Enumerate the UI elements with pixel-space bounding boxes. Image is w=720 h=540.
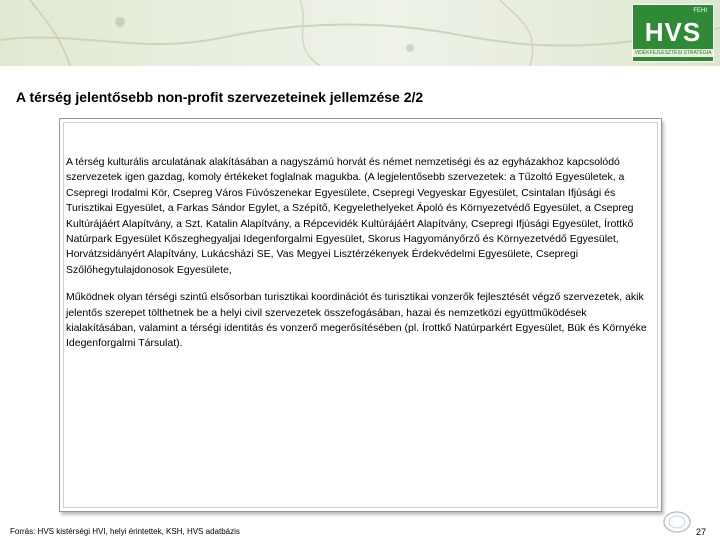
source-footer: Forrás: HVS kistérségi HVI, helyi érintettek, KSH, HVS adatbázis <box>10 527 240 536</box>
map-header-banner <box>0 0 720 66</box>
page-title: A térség jelentősebb non-profit szervezeteinek jellemzése 2/2 <box>16 89 424 105</box>
hvs-logo <box>632 4 714 62</box>
logo-subtitle: VIDÉKFEJLESZTÉSI STRATÉGIA <box>634 50 712 56</box>
page-number: 27 <box>696 527 707 537</box>
logo-top-text: FEHI <box>693 8 707 14</box>
paragraph-2: Működnek olyan térségi szintű elsősorban turisztikai koordinációt és turisztikai vonzerők fejlesztését végző szervezetek, akik jelentős szerepet tölthetnek be a helyi civil szervezetek összefogásában, hazai és nemzetközi együttműködések kialakításában, valamint a térségi identitás és vonzerő megerősítésében (pl. Írottkő Natúrparkért Egyesület, Bük és Környéke Idegenforgalmi Társulat). <box>66 291 647 350</box>
paragraph-1: A térség kulturális arculatának alakításában a nagyszámú horvát és német nemzetiségi és az egyházakhoz kapcsolódó szervezetek igen gazdag, komoly értékeket foglalnak magukba. (A legjelentősebb szervezetek: a Tűzoltó Egyesületek, a Csepregi Irodalmi Kör, Csepreg Város Fúvószenekar Egyesülete, Csepregi Vegyeskar Egyesület, Csintalan Ifjúsági és Turisztikai Egyesület, a Farkas Sándor Egylet, a Szépítő, Kegyelethelyeket Ápoló és Környezetvédő Egyesület, a Csepreg Kultúrájáért Alapítvány, a Szt. Katalin Alapítvány, a Répcevidék Kultúrájáért Alapítvány, Csepregi Ifjúsági Egyesület, Írottkő Natúrpark Egyesület Kőszeghegyaljai Idegenforgalmi Egyesület, Skorus Hagyományőrző és Környezetvédő Egyesület, Horvátzsidányért Alapítvány, Lukácsházi SE, Vas Megyei Lisztérzékenyek Érdekvédelmi Egyesülete, Csepregi Szőlőhegytulajdonosok Egyesülete, <box>66 156 634 276</box>
map-background <box>0 0 720 66</box>
logo-text: HVS <box>644 17 702 47</box>
body-text <box>66 155 656 364</box>
stamp-icon <box>662 510 692 534</box>
